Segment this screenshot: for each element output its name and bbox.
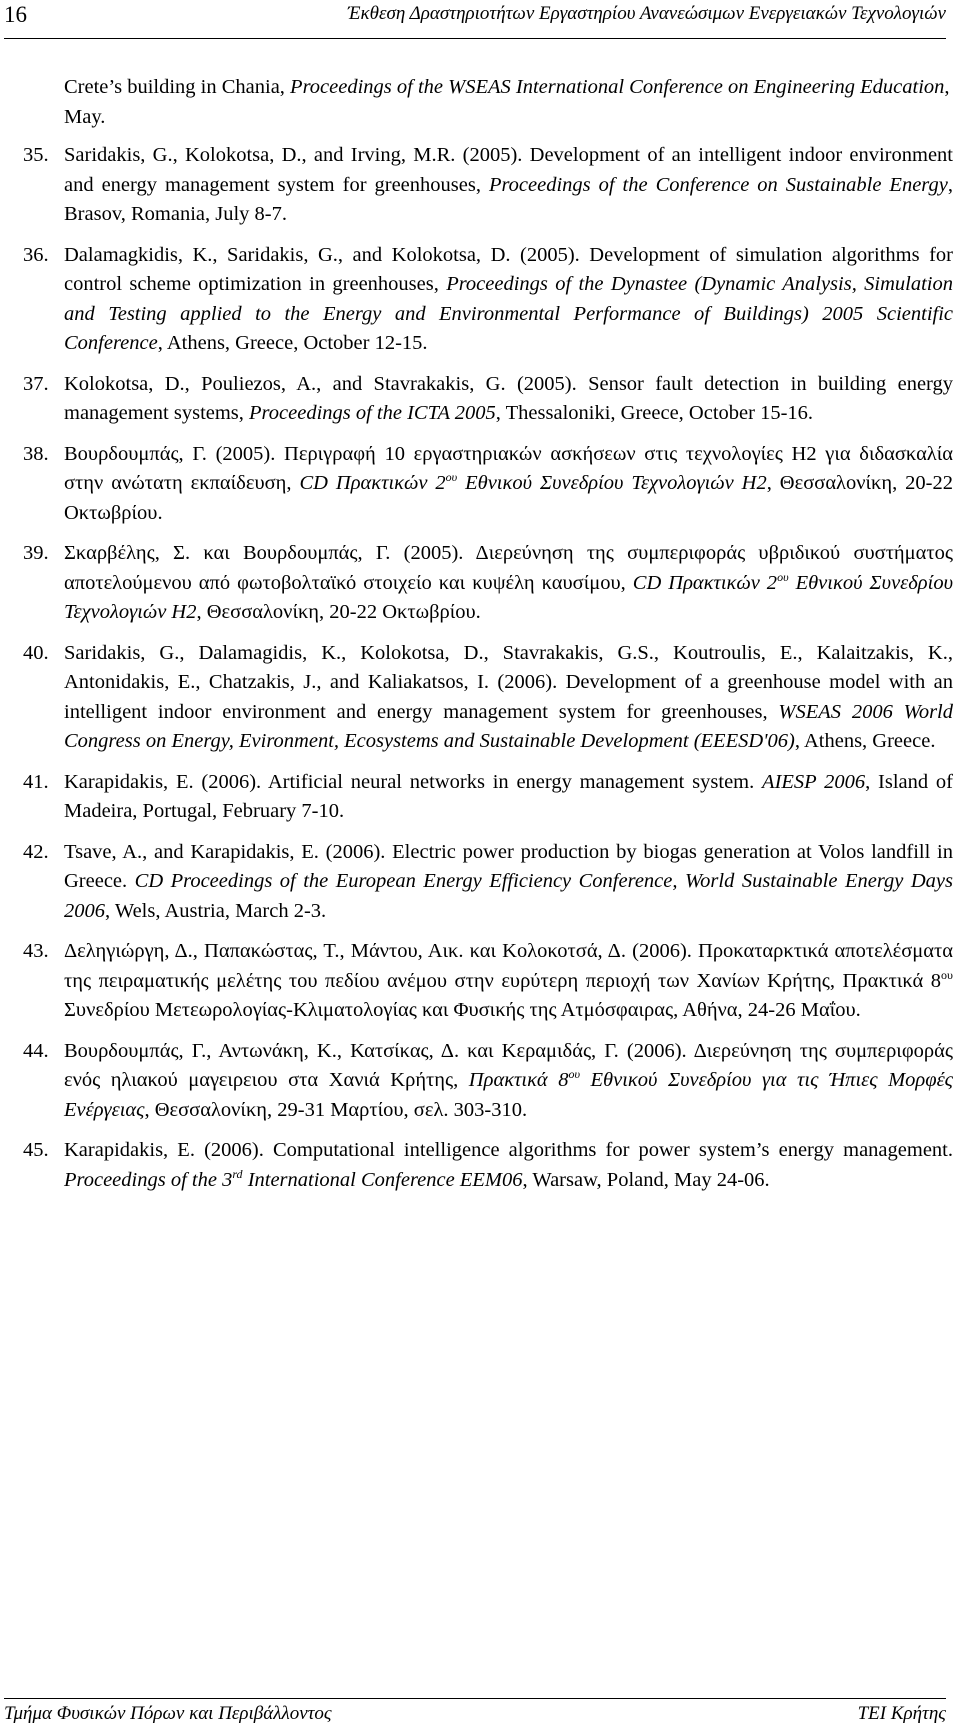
reference-venue: CD Πρακτικών 2 xyxy=(299,472,446,494)
reference-details: , Θεσσαλονίκη, 20-22 Οκτωβρίου. xyxy=(64,472,953,524)
reference-venue: CD Proceedings of the European Energy Efficiency Conference, World Sustainable Energy Days 2006 xyxy=(64,870,954,922)
institution-name: ΤΕΙ Κρήτης xyxy=(857,1703,946,1724)
reference-details: , Brasov, Romania, July 8-7. xyxy=(64,173,953,225)
reference-list xyxy=(23,73,953,1206)
reference-details: , May. xyxy=(64,76,950,128)
reference-details: , Warsaw, Poland, May 24-06. xyxy=(522,1168,770,1191)
reference-venue: WSEAS 2006 World Congress on Energy, Evironment, Ecosystems and Sustainable Development (EEESD'06) xyxy=(64,700,953,752)
running-title: Έκθεση Δραστηριοτήτων Εργαστηρίου Ανανεώσιμων Ενεργειακών Τεχνολογιών xyxy=(347,3,946,24)
reference-number: 43. xyxy=(23,940,49,962)
reference-text: Saridakis, G., Kolokotsa, D., and Irving, M.R. (2005). Development of an intelligent indoor environment and energy management system for greenhouses, xyxy=(64,144,953,196)
reference-details: , Θεσσαλονίκη, 20-22 Οκτωβρίου. xyxy=(196,601,481,623)
reference-details: , Thessaloniki, Greece, October 15-16. xyxy=(495,402,814,424)
reference-body xyxy=(64,370,953,429)
reference-details: Συνεδρίου Μετεωρολογίας-Κλιματολογίας και Φυσικής της Ατμόσφαιρας, Αθήνα, 24-26 Μαΐου. xyxy=(64,999,861,1021)
ordinal-superscript: ου xyxy=(941,967,953,982)
reference-venue: Proceedings of the Dynastee (Dynamic Analysis, Simulation and Testing applied to the Energy and Environmental Performance of Buildings) 2005 Scientific Conference xyxy=(64,273,953,354)
reference-number: 41. xyxy=(23,770,49,793)
reference-35 xyxy=(23,141,953,230)
reference-text: Δεληγιώργη, Δ., Παπακώστας, Τ., Μάντου, Αικ. και Κολοκοτσά, Δ. (2006). Προκαταρκτικά αποτελέσματα της πειραματικής μελέτης του πεδίου ανέμου στην ευρύτερη περιοχή των Χανίων Κρήτης, Πρακτικά 8 xyxy=(64,940,953,992)
ordinal-superscript: ου xyxy=(568,1067,580,1082)
department-name: Τμήμα Φυσικών Πόρων και Περιβάλλοντος xyxy=(4,1703,332,1724)
reference-body xyxy=(64,768,953,827)
reference-text: Βουρδουμπάς, Γ. (2005). Περιγραφή 10 εργαστηριακών ασκήσεων στις τεχνολογίες H2 για διδασκαλία στην ανώτατη εκπαίδευση, xyxy=(64,442,953,494)
reference-text: Σκαρβέλης, Σ. και Βουρδουμπάς, Γ. (2005). Διερεύνηση της συμπεριφοράς υβριδικού συστήματος αποτελούμενου από φωτοβολταϊκό στοιχείο και κυψέλη καυσίμου, xyxy=(64,542,953,594)
page-footer xyxy=(4,1703,946,1727)
reference-details: , Island of Madeira, Portugal, February 7-10. xyxy=(64,770,954,822)
reference-44 xyxy=(23,1037,953,1126)
reference-number: 45. xyxy=(23,1139,49,1161)
reference-45 xyxy=(23,1136,953,1195)
reference-number: 39. xyxy=(23,542,49,564)
reference-number: 35. xyxy=(23,144,49,166)
reference-number: 37. xyxy=(23,372,49,395)
reference-body xyxy=(64,1136,953,1195)
reference-venue: CD Πρακτικών 2 xyxy=(632,571,778,594)
reference-number: 38. xyxy=(23,442,49,465)
reference-body xyxy=(64,241,953,359)
reference-37 xyxy=(23,370,953,429)
reference-43 xyxy=(23,937,953,1026)
reference-venue-cont: International Conference EEM06 xyxy=(242,1168,523,1191)
reference-venue: AIESP 2006 xyxy=(762,770,866,793)
reference-text: Tsave, A., and Karapidakis, E. (2006). Electric power production by biogas generation at Volos landfill in Greece. xyxy=(64,840,953,892)
reference-details: , Wels, Austria, March 2-3. xyxy=(105,899,327,922)
reference-venue: Proceedings of the 3 xyxy=(64,1168,233,1191)
continued-reference xyxy=(23,73,953,132)
reference-venue: Proceedings of the Conference on Sustainable Energy xyxy=(488,173,948,196)
reference-body xyxy=(64,937,953,1026)
reference-details: , Θεσσαλονίκη, 29-31 Μαρτίου, σελ. 303-310. xyxy=(144,1098,528,1121)
reference-details: , Athens, Greece. xyxy=(794,730,936,752)
reference-venue: Πρακτικά 8 xyxy=(468,1069,569,1091)
reference-number: 42. xyxy=(23,840,49,863)
reference-42 xyxy=(23,838,953,927)
reference-text: Saridakis, G., Dalamagidis, K., Kolokotsa, D., Stavrakakis, G.S., Koutroulis, E., Kalaitzakis, K., Antonidakis, E., Chatzakis, J., and Kaliakatsos, I. (2006). Development of a greenhouse model with an intelligent indoor environment and energy management system for greenhouses, xyxy=(64,641,953,723)
ordinal-superscript: rd xyxy=(232,1166,243,1181)
reference-number: 44. xyxy=(23,1039,49,1062)
ordinal-superscript: ου xyxy=(777,569,789,584)
reference-text: Βουρδουμπάς, Γ., Αντωνάκη, Κ., Κατσίκας, Δ. και Κεραμιδάς, Γ. (2006). Διερεύνηση της συμπεριφοράς ενός ηλιακού μαγειρειου στα Χανιά Κρήτης, xyxy=(64,1039,953,1091)
reference-details: , Athens, Greece, October 12-15. xyxy=(157,332,428,354)
reference-body xyxy=(64,838,953,927)
reference-venue: Proceedings of the WSEAS International Conference on Engineering Education xyxy=(290,76,945,98)
reference-36 xyxy=(23,241,953,359)
reference-body xyxy=(64,440,953,529)
reference-body xyxy=(64,539,953,628)
page-number: 16 xyxy=(4,2,27,27)
reference-text: Karapidakis, E. (2006). Artificial neural networks in energy management system. xyxy=(64,770,763,793)
reference-text: Crete’s building in Chania, xyxy=(64,76,291,98)
footer-divider xyxy=(4,1698,946,1699)
reference-41 xyxy=(23,768,953,827)
ordinal-superscript: ου xyxy=(445,470,458,485)
reference-text: Karapidakis, E. (2006). Computational intelligence algorithms for power system’s energy management. xyxy=(64,1139,953,1161)
reference-text: Kolokotsa, D., Pouliezos, A., and Stavrakakis, G. (2005). Sensor fault detection in building energy management systems, xyxy=(64,372,953,424)
reference-40 xyxy=(23,639,953,757)
reference-number: 36. xyxy=(23,243,49,266)
reference-text: Dalamagkidis, K., Saridakis, G., and Kolokotsa, D. (2005). Development of simulation algorithms for control scheme optimization in greenhouses, xyxy=(64,243,953,295)
reference-body xyxy=(64,141,953,230)
reference-venue-cont: Εθνικού Συνεδρίου Τεχνολογιών H2 xyxy=(64,571,953,623)
reference-38 xyxy=(23,440,953,529)
header-divider xyxy=(4,38,946,39)
reference-venue: Proceedings of the ICTA 2005 xyxy=(249,402,496,424)
reference-venue-cont: Εθνικού Συνεδρίου Τεχνολογιών H2 xyxy=(457,472,767,494)
reference-39 xyxy=(23,539,953,628)
reference-body xyxy=(64,1037,953,1126)
reference-number: 40. xyxy=(23,641,49,664)
reference-venue-cont: Εθνικού Συνεδρίου για τις Ήπιες Μορφές Ενέργειας xyxy=(64,1069,953,1121)
reference-body xyxy=(64,639,953,757)
